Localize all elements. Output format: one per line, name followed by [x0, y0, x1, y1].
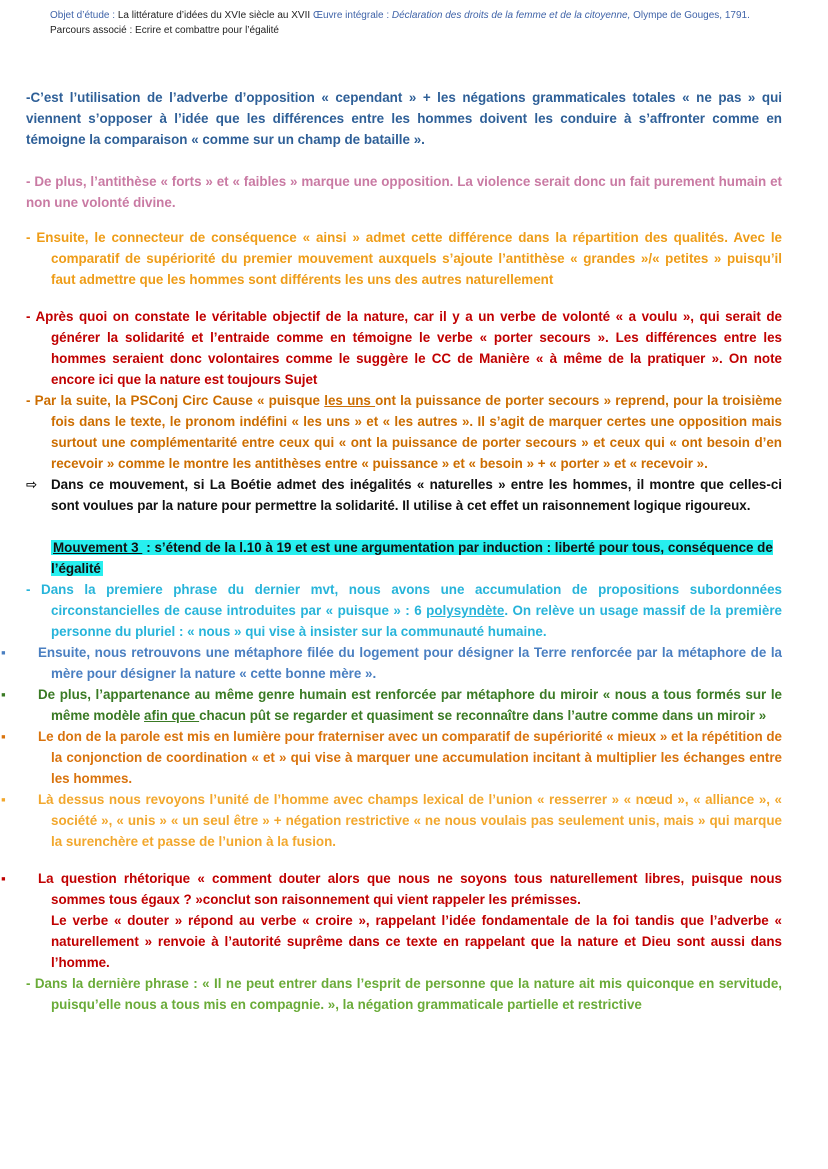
p5-start: - Par la suite, la PSConj Circ Cause « puisque [26, 393, 325, 408]
paragraph-11 [1, 789, 782, 852]
bullet-icon: ▪ [1, 729, 6, 744]
bullet-icon: ▪ [1, 645, 6, 660]
bullet-icon: ▪ [1, 871, 6, 886]
movement-3-description: : s’étend de la l.10 à 19 et est une argumentation par induction : liberté pour tous, conséquence de l’égalité [51, 540, 773, 576]
p7-underlined: polysyndète [426, 603, 505, 618]
header-line-1 [50, 8, 810, 23]
paragraph-13: - Dans la dernière phrase : « Il ne peut entrer dans l’esprit de personne que la nature ait mis quiconque en servitude, puisqu’elle nous a tous mis en compagnie. », la négation grammaticale partielle et restrictive [26, 976, 782, 1012]
oeuvre-label: Œuvre intégrale : [312, 10, 392, 21]
bullet-icon: ▪ [1, 792, 6, 807]
oeuvre-title: Déclaration des droits de la femme et de la citoyenne, [391, 10, 631, 21]
paragraph-10 [1, 726, 782, 789]
document-header [50, 8, 810, 38]
p9-end: chacun pût se regarder et quasiment se reconnaître dans l’autre comme dans un miroir » [199, 708, 767, 723]
paragraph-5 [26, 390, 782, 474]
p7-end: . On relève un usage massif de la première personne du pluriel : « nous » qui vise à insister sur la communauté humaine. [51, 603, 782, 639]
objet-text: La littérature d’idées du XVIe siècle au XVII [117, 10, 313, 21]
p6-text: Dans ce mouvement, si La Boétie admet des inégalités « naturelles » entre les hommes, il montre que celles-ci sont voulues par la nature pour permettre la solidarité. Il utilise à cet effet un raisonnement logique rigoureux. [51, 477, 782, 513]
p8-text: Ensuite, nous retrouvons une métaphore filée du logement pour désigner la Terre renforcée par la métaphore de la mère pour désigner la nature « cette bonne mère ». [38, 645, 782, 681]
document-body [1, 87, 782, 1015]
paragraph-12 [1, 868, 782, 910]
movement-3-title: Mouvement 3 [53, 540, 143, 555]
paragraph-6 [26, 474, 782, 516]
paragraph-2: - De plus, l’antithèse « forts » et « faibles » marque une opposition. La violence serait donc un fait purement humain et non une volonté divine. [26, 174, 782, 210]
p7-start: - Dans la premiere phrase du dernier mvt, nous avons une accumulation de propositions subordonnées circonstancielles de cause introduites par « puisque » : 6 [26, 582, 782, 618]
p9-start: De plus, l’appartenance au même genre humain est renforcée par métaphore du miroir « nous a tous formés sur le même modèle [38, 687, 782, 723]
paragraph-12b: Le verbe « douter » répond au verbe « croire », rappelant l’idée fondamentale de la foi tandis que l’adverbe « naturellement » renvoie à l’autorité suprême dans ce texte en rappelant que la nature et Dieu sont aussi dans l’homme. [51, 913, 782, 970]
p10-text: Le don de la parole est mis en lumière pour fraterniser avec un comparatif de supériorité « mieux » et la répétition de la conjonction de coordination « et » qui vise à marquer une accumulation incitant à multiplier les échanges entre les hommes. [38, 729, 782, 786]
paragraph-9 [1, 684, 782, 726]
oeuvre-author: Olympe de Gouges, 1791. [630, 10, 750, 21]
header-line-2: Parcours associé : Ecrire et combattre pour l’égalité [50, 25, 279, 36]
p9-underlined: afin que [144, 708, 200, 723]
objet-label: Objet d’étude : [50, 10, 118, 21]
p12-text: La question rhétorique « comment douter alors que nous ne soyons tous naturellement libres, puisque nous sommes tous égaux ? »conclut son raisonnement qui vient rappeler les prémisses. [38, 871, 782, 907]
paragraph-3: - Ensuite, le connecteur de conséquence « ainsi » admet cette différence dans la répartition des qualités. Avec le comparatif de supériorité du premier mouvement auxquels s’ajoute l’antithèse « grandes »/« petites » puisqu’il faut admettre que les hommes sont différents les uns des autres naturellement [26, 230, 782, 287]
bullet-icon: ▪ [1, 687, 6, 702]
paragraph-8 [1, 642, 782, 684]
arrow-icon: ⇨ [26, 477, 38, 492]
p5-end: ont la puissance de porter secours » reprend, pour la troisième fois dans le texte, le pronom indéfini « les uns » et « les autres ». Il s’agit de marquer certes une opposition mais surtout une complémentarité entre ceux qui « ont la puissance de porter secours » et ceux qui « ont besoin d’en recevoir » comme le montre les antithèses entre « puissance » et « besoin » + « porter » et « recevoir ». [51, 393, 782, 471]
p5-underlined: les uns [324, 393, 376, 408]
paragraph-1: -C’est l’utilisation de l’adverbe d’opposition « cependant » + les négations grammaticales totales « ne pas » qui viennent s’opposer à l’idée que les différences entre les hommes doivent les conduire à s’affronter comme en témoigne la comparaison « comme sur un champ de bataille ». [26, 90, 782, 147]
paragraph-7 [26, 579, 782, 642]
p11-text: Là dessus nous revoyons l’unité de l’homme avec champs lexical de l’union « resserrer » « nœud », « alliance », « société », « unis » « un seul être » + négation restrictive « ne nous voulais pas seulement unis, mais » qui marque la surenchère et passe de l’union à la fusion. [38, 792, 782, 849]
paragraph-4: - Après quoi on constate le véritable objectif de la nature, car il y a un verbe de volonté « a voulu », qui serait de générer la solidarité et l’entraide comme en témoigne le verbe « porter secours ». Les différences entre les hommes seraient donc volontaires comme le suggère le CC de Manière « à même de la pratiquer ». On note encore ici que la nature est toujours Sujet [26, 309, 782, 387]
movement-3-heading [26, 537, 782, 579]
